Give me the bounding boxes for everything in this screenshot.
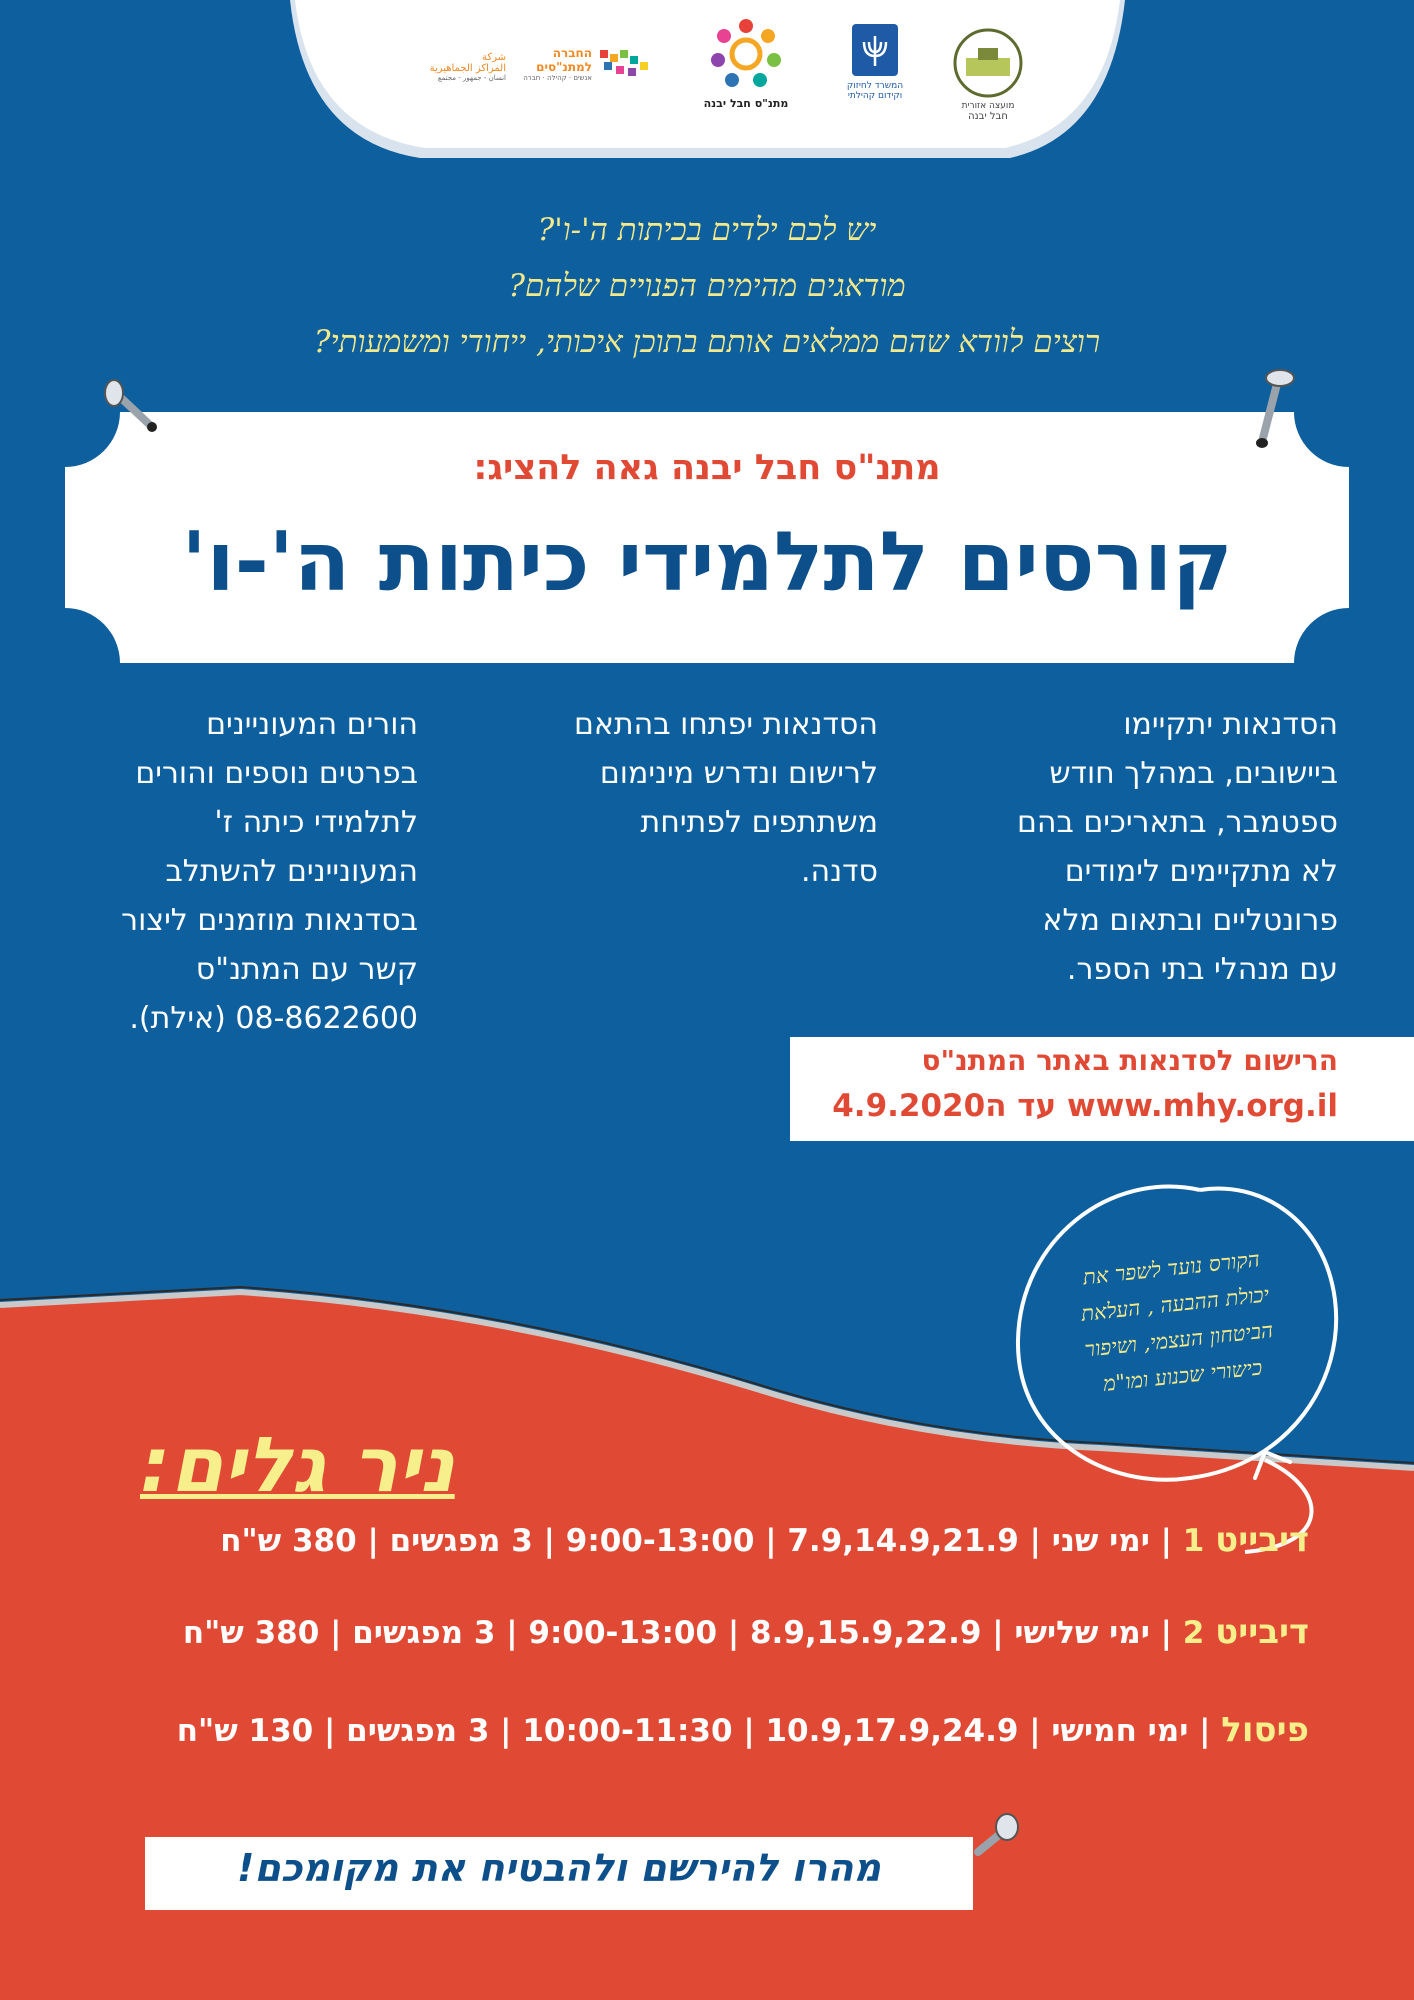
people-circle-icon	[706, 14, 786, 94]
info-right-line: עם מנהלי בתי הספר.	[1066, 952, 1338, 987]
info-right-line: ספטמבר, בתאריכים בהם	[1016, 805, 1338, 840]
note-line: כישורי שכנוע ומו"מ	[1101, 1355, 1264, 1396]
schedule-row	[177, 1710, 1309, 1750]
company-line3: אנשים · קהילה · חברה	[523, 74, 592, 82]
banner-subtitle: מתנ"ס חבל יבנה גאה להציג:	[473, 448, 941, 488]
intro-line-1: יש לכם ילדים בכיתות ה'-ו'?	[537, 212, 877, 248]
info-left-line: קשר עם המתנ"ס	[195, 952, 418, 987]
matnas-logo	[698, 14, 794, 110]
schedule-row	[183, 1612, 1309, 1652]
course-details: | ימי חמישי | 10.9,17.9,24.9 | 10:00-11:30 | 3 מפגשים | 130 ש"ח	[176, 1713, 1222, 1749]
intro-line-2: מודאגים מהימים הפנויים שלהם?	[508, 268, 906, 304]
cta-text: מהרו להירשם ולהבטיח את מקומכם!	[237, 1846, 881, 1890]
course-number: 1	[1182, 1523, 1205, 1559]
registration-text: הרישום לסדנאות באתר המתנ"ס	[921, 1044, 1338, 1077]
course-name: פיסול	[1221, 1710, 1309, 1750]
menorah-emblem-icon	[850, 22, 900, 78]
registration-line-2	[778, 1088, 1338, 1124]
course-name: דיבייט	[1215, 1520, 1309, 1560]
council-name: מועצה אזורית	[961, 101, 1015, 111]
info-left-line: המעוניינים להשתלב	[165, 854, 418, 889]
info-right-line: פרונטליים ובתאום מלא	[1042, 903, 1338, 938]
company-line2: למתנ"סים	[536, 60, 592, 74]
ministry-line2: וקידום קהילתי	[847, 91, 903, 101]
info-right-line: לא מתקיימים לימודים	[1064, 854, 1338, 889]
contact-phone: 08-8622600 (אילת).	[129, 1001, 418, 1036]
council-logo	[942, 28, 1034, 122]
schedule-row	[220, 1520, 1309, 1560]
arabic-line3: انسان - جمهور - مجتمع	[437, 74, 506, 82]
matnas-name: מתנ"ס חבל יבנה	[703, 97, 789, 110]
course-details: | ימי שני | 7.9,14.9,21.9 | 9:00-13:00 | 3 מפגשים | 380 ש"ח	[220, 1523, 1183, 1559]
arabic-company-logo	[416, 52, 506, 82]
course-details: | ימי שלישי | 8.9,15.9,22.9 | 9:00-13:00 | 3 מפגשים | 380 ש"ח	[182, 1615, 1183, 1651]
info-right-line: הסדנאות יתקיימו	[1123, 707, 1338, 742]
ministry-logo	[840, 22, 910, 101]
intro-line-3: רוצים לוודא שהם ממלאים אותם בתוכן איכותי, ייחודי ומשמעותי?	[313, 324, 1101, 360]
info-middle-line: הסדנאות יפתחו בהתאם	[573, 707, 878, 742]
course-name: דיבייט	[1215, 1612, 1309, 1652]
council-sub: חבל יבנה	[968, 111, 1008, 122]
info-left-line: הורים המעוניינים	[206, 707, 418, 742]
info-left-line: בפרטים נוספים והורים	[135, 756, 418, 791]
info-column-left	[58, 700, 418, 1043]
info-middle-line: לרישום ונדרש מינימום	[599, 756, 878, 791]
info-left-line: בסדנאות מוזמנים ליצור	[121, 903, 418, 938]
info-middle-line: משתתפים לפתיחת	[640, 805, 878, 840]
note-line: הביטחון העצמי, ושיפור	[1083, 1318, 1275, 1362]
note-line: יכולת ההבעה , העלאת	[1079, 1282, 1271, 1326]
course-number: 2	[1182, 1615, 1205, 1651]
location-heading: ניר גלים:	[140, 1420, 455, 1509]
info-left-line: לתלמידי כיתה ז'	[214, 805, 418, 840]
info-right-line: ביישובים, במהלך חודש	[1049, 756, 1338, 791]
arabic-line1: شركة	[481, 52, 506, 63]
arabic-line2: المراكز الجماهيرية	[429, 63, 506, 74]
registration-deadline: עד ה4.9.2020	[832, 1088, 1057, 1124]
info-column-middle	[518, 700, 878, 896]
ministry-line1: המשרד לחיזוק	[846, 81, 904, 91]
colorful-squares-icon	[598, 48, 650, 88]
registration-url[interactable]: www.mhy.org.il	[1066, 1088, 1338, 1124]
council-emblem-icon	[944, 28, 1032, 98]
company-line1: החברה	[552, 46, 592, 60]
info-middle-line: סדנה.	[801, 854, 878, 889]
banner-title: קורסים לתלמידי כיתות ה'-ו'	[181, 515, 1233, 610]
info-column-right	[978, 700, 1338, 994]
note-line: הקורס נועד לשפר את	[1081, 1247, 1261, 1290]
